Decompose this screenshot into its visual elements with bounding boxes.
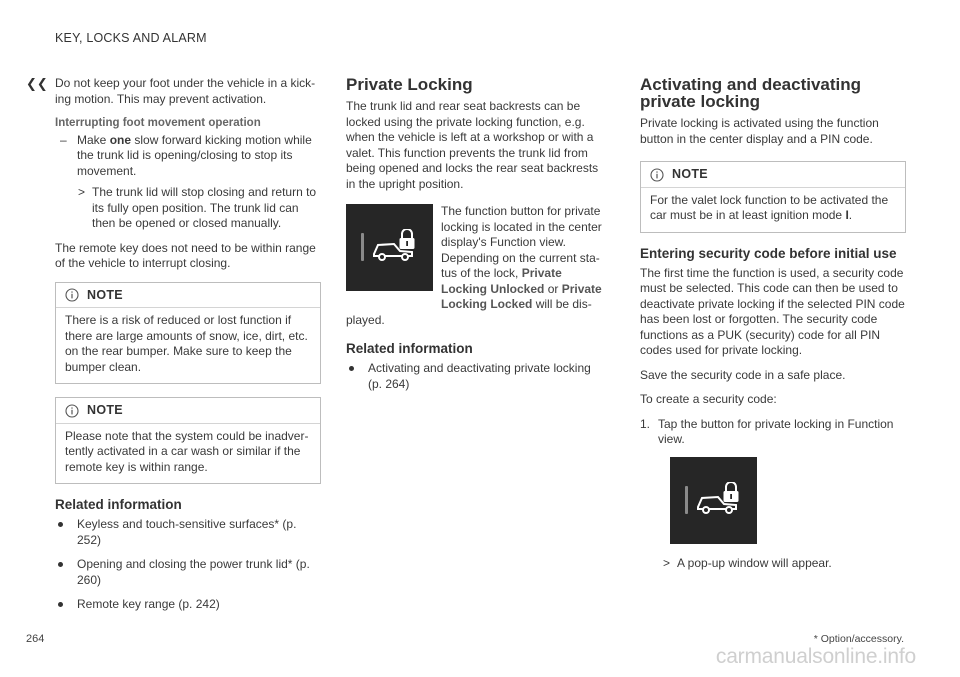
step-text-post: slow forward kicking motion while the trunk lid is opening/closing to stop its movement. [77, 132, 312, 178]
note-box [640, 161, 906, 233]
wrap-text-mid: or [544, 281, 562, 296]
info-icon [650, 168, 664, 182]
function-button-text [441, 204, 608, 313]
sub-heading: Entering security code before initial use [640, 245, 897, 261]
related-link[interactable] [55, 517, 321, 548]
section-heading: Private Locking [346, 75, 473, 94]
double-chevron-left-icon: ❮❮ [26, 76, 48, 91]
note-text: Please note that the system could be inadver-tently activated in a car wash or similar if the remote key is within range. [65, 428, 309, 474]
security-code-text: The first time the function is used, a security code must be selected. This code can then be used to deactivate private locking if the selected PIN code has been lost or forgotten. The security code functions as a PUK (security) code for all PIN codes used for private locking. [640, 265, 905, 357]
related-link-text[interactable]: Remote key range (p. 242) [77, 597, 220, 611]
private-locking-button-image [670, 457, 757, 544]
private-locking-text: The trunk lid and rear seat backrests can be locked using the private locking function, e.g. when the vehicle is left at a workshop or with a valet. This function prevents the trunk lid from being opened and locks the rear seat backrests in the upright position. [346, 99, 599, 191]
note-box [55, 397, 321, 484]
note-text-pre: For the valet lock function to be activated the car must be in at least ignition mode [650, 192, 889, 222]
step-number: 1. [640, 416, 651, 431]
section-heading: Activating and deactivating private locking [640, 75, 862, 111]
note-header [56, 283, 320, 309]
info-icon [65, 404, 79, 418]
step-text-pre: Make [77, 132, 110, 147]
related-link-text[interactable]: Opening and closing the power trunk lid* (p. 260) [77, 557, 310, 587]
private-locking-button-image [346, 204, 433, 291]
note-header [641, 162, 905, 188]
ignition-mode-label: I [845, 208, 849, 222]
result-marker: > [663, 555, 671, 570]
bullet-icon [58, 522, 63, 527]
note-box [55, 282, 321, 385]
function-button-block [346, 204, 608, 313]
note-title: NOTE [87, 403, 123, 417]
car-lock-icon [696, 482, 740, 516]
related-link-text[interactable]: Keyless and touch-sensitive surfaces* (p. 252) [77, 517, 297, 547]
related-heading: Related information [55, 497, 182, 512]
intro-text: Do not keep your foot under the vehicle in a kick-ing motion. This may prevent activation. [55, 76, 316, 106]
step-text: Tap the button for private locking in Function view. [658, 416, 894, 446]
create-code-text: To create a security code: [640, 392, 777, 406]
result-text: A pop-up window will appear. [677, 555, 832, 570]
wrap-text-post: will be dis- [532, 297, 592, 311]
related-link[interactable] [55, 557, 321, 588]
step-item [55, 133, 321, 180]
related-link[interactable] [55, 597, 321, 613]
bullet-icon [349, 366, 354, 371]
status-bar [361, 233, 364, 261]
intro-text: Private locking is activated using the function button in the center display and a PIN code. [640, 116, 879, 146]
section-header: KEY, LOCKS AND ALARM [55, 31, 207, 45]
result-item [55, 185, 321, 232]
result-item [640, 556, 906, 572]
note-text [641, 188, 905, 232]
info-icon [65, 288, 79, 302]
status-bar [685, 486, 688, 514]
save-code-text: Save the security code in a safe place. [640, 367, 846, 382]
related-link-text[interactable]: Activating and deactivating private locking (p. 264) [368, 361, 591, 391]
step-item [640, 417, 906, 448]
related-link[interactable] [346, 361, 608, 392]
note-text-post: . [848, 208, 853, 222]
dash-marker: – [60, 132, 67, 147]
column-left [55, 76, 321, 622]
bullet-icon [58, 602, 63, 607]
interrupt-heading: Interrupting foot movement operation [55, 117, 261, 129]
note-header [56, 398, 320, 424]
status-unlocked-label: Private Locking Unlocked [441, 266, 562, 296]
car-lock-icon [372, 229, 416, 263]
column-middle [346, 76, 608, 401]
bullet-icon [58, 562, 63, 567]
footnote: * Option/accessory. [813, 633, 904, 645]
column-right [640, 76, 906, 580]
note-title: NOTE [672, 167, 708, 181]
related-heading: Related information [346, 341, 473, 356]
status-locked-label: Private Locking Locked [441, 281, 602, 311]
note-title: NOTE [87, 287, 123, 302]
watermark: carmanualsonline.info [715, 645, 916, 668]
page-number: 264 [26, 633, 45, 645]
step-text-bold: one [109, 132, 132, 147]
wrap-tail-text: played. [346, 312, 385, 327]
result-text: The trunk lid will stop closing and return to its fully open position. The trunk lid can then be opened or closed manually. [92, 185, 317, 230]
note-text: There is a risk of reduced or lost function if there are large amounts of snow, ice, dirt, etc. on the rear bumper. Make sure to keep the bumper clean. [65, 313, 308, 374]
range-text: The remote key does not need to be within range of the vehicle to interrupt closing. [55, 240, 316, 270]
wrap-text-pre: The function button for private locking is located in the center display's Function view. Depending on the current sta-tus of the lock, [441, 204, 602, 280]
result-marker: > [78, 185, 86, 199]
